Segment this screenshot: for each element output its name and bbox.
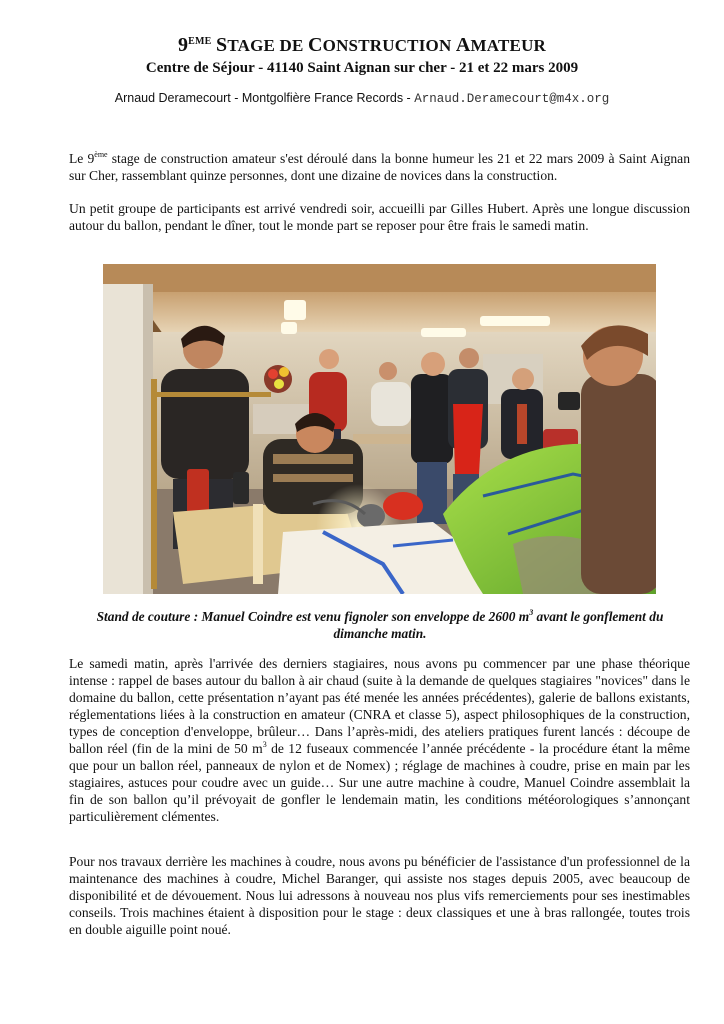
caption-text: avant le gonflement du dimanche matin. bbox=[333, 609, 664, 641]
title-number: 9 bbox=[177, 34, 189, 56]
title-text: MATEUR bbox=[470, 36, 547, 55]
paragraph-intro bbox=[69, 150, 690, 184]
paragraph-saturday bbox=[69, 655, 690, 825]
paragraph-friday: Un petit groupe de participants est arrivé vendredi soir, accueilli par Gilles Hubert. Après une longue discussion autour du ballon, pendant le dîner, tout le monde part se reposer pour être frais le samedi matin. bbox=[69, 201, 690, 233]
title-initial: C bbox=[307, 34, 323, 56]
author-email: Arnaud.Deramecourt@m4x.org bbox=[414, 92, 610, 106]
photo-caption bbox=[90, 608, 670, 642]
caption-text: Stand de couture : Manuel Coindre est venu fignoler son enveloppe de 2600 m bbox=[96, 609, 530, 624]
paragraph-text: stage de construction amateur s'est déroulé dans la bonne humeur les 21 et 22 mars 2009 à Saint Aignan sur Cher, rassemblant quinze personnes, dont une dizaine de novices dans la construction. bbox=[69, 151, 690, 183]
ordinal-superscript: ème bbox=[94, 150, 108, 159]
title-text: TAGE DE bbox=[227, 36, 308, 55]
paragraph-assistance: Pour nos travaux derrière les machines à coudre, nous avons pu bénéficier de l'assistance d'un professionnel de la maintenance des machines à coudre, Michel Baranger, qui assiste nos stages depuis 2005, avec beaucoup de disponibilité et de dévouement. Nous lui adressons à nouveau nos plus vifs remerciements pour ses inestimables conseils. Trois machines étaient à disposition pour le stage : deux classiques et une à bras rallongée, toutes trois en double aiguille point noué. bbox=[69, 854, 690, 937]
title-superscript: EME bbox=[188, 36, 212, 47]
title-initial: A bbox=[455, 34, 471, 56]
document-title bbox=[0, 34, 724, 57]
paragraph-text: de 12 fuseaux commencée l’année précédente - la procédure étant la même que pour un ballon réel, panneaux de nylon et de Nomex) ; réglage de machines à coudre, prise en main par les stagiaires, astuces pour coudre avec un guide… Sur une autre machine à coudre, Manuel Coindre assemblait la fin de son ballon qu’il prévoyait de gonfler le lendemain matin, les conditions météorologiques s’annonçant particulièrement clémentes. bbox=[69, 741, 690, 824]
author-name: Arnaud Deramecourt - Montgolfière France Records - bbox=[114, 91, 415, 105]
paragraph-text: Le samedi matin, après l'arrivée des derniers stagiaires, nous avons pu commencer par une phase théorique intense : rappel de bases autour du ballon à air chaud (suite à la demande de quelques stagiaires "novices" dans le domaine du ballon, cette présentation n’ayant pas été menée les années précédentes), galerie de ballons existants, réglementations liées à la construction en amateur (CNRA et classe 5), aspect philosophiques de la construction, types de conception d'enveloppe, brûleur… Dans l’après-midi, des ateliers pratiques furent lancés : découpe de ballon réel (fin de la mini de 50 m bbox=[69, 656, 690, 756]
title-initial: S bbox=[216, 34, 228, 56]
title-text: ONSTRUCTION bbox=[322, 36, 456, 55]
unit-superscript: 3 bbox=[529, 608, 534, 617]
workshop-photo bbox=[103, 264, 656, 594]
unit-superscript: 3 bbox=[262, 740, 267, 749]
author-line bbox=[0, 91, 724, 106]
document-subtitle: Centre de Séjour - 41140 Saint Aignan sur cher - 21 et 22 mars 2009 bbox=[145, 60, 579, 76]
paragraph-text: Le 9 bbox=[69, 151, 95, 166]
